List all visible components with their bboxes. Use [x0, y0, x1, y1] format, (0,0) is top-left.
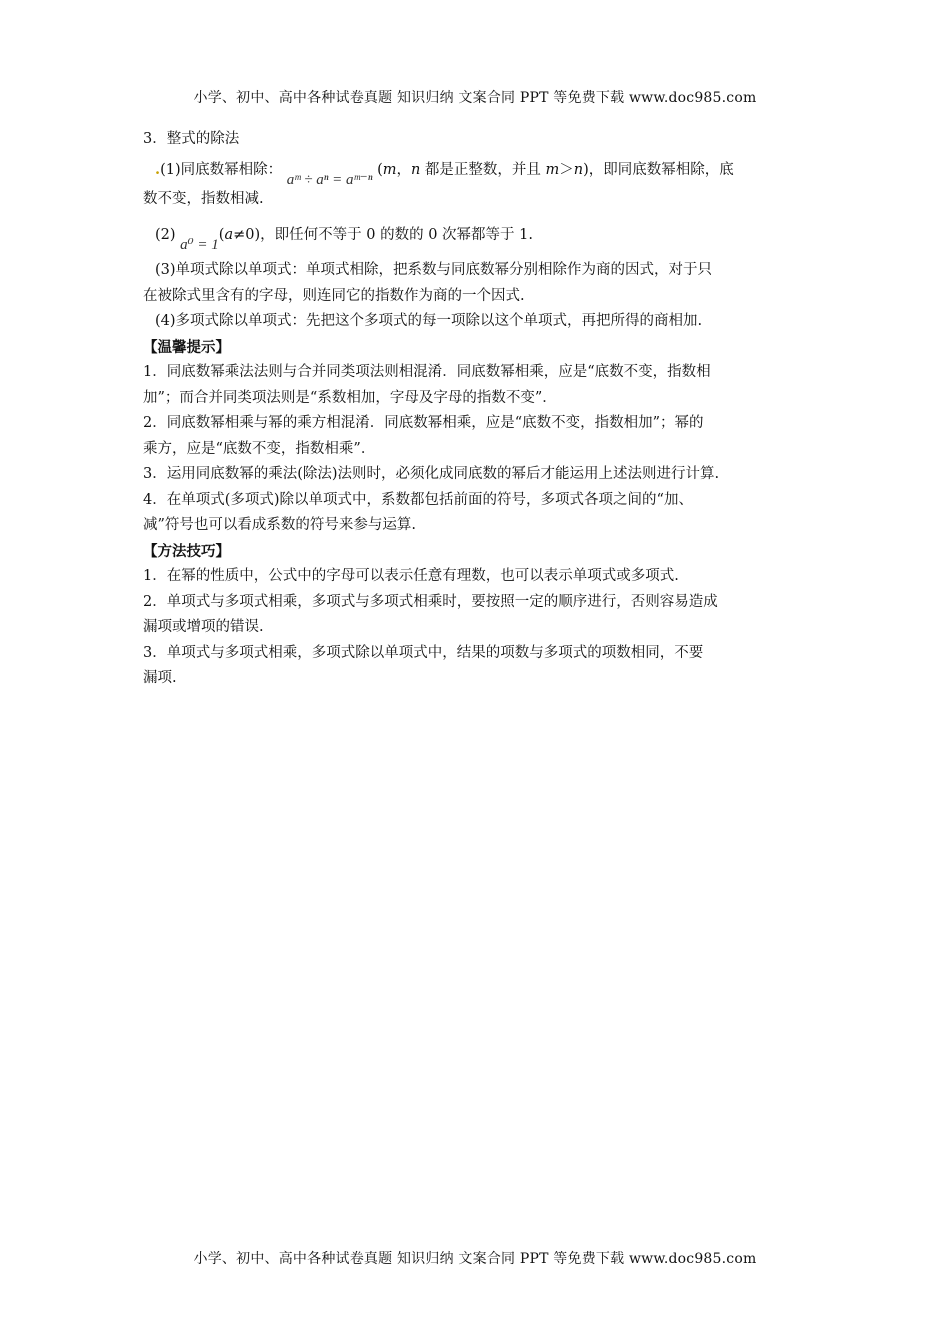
- tips-line: 减”符号也可以看成系数的符号来参与运算.: [143, 517, 417, 533]
- page-footer: 小学、初中、高中各种试卷真题 知识归纳 文案合同 PPT 等免费下载 www.doc985.com: [193, 1251, 757, 1267]
- cond-open-2: (: [218, 227, 225, 243]
- rule-item-2-rest: ≠0)，即任何不等于 0 的数的 0 次幂都等于 1.: [233, 227, 533, 243]
- tips-line: 乘方，应是“底数不变，指数相乘”．: [143, 440, 376, 457]
- methods-line: 漏项.: [143, 670, 177, 686]
- cond-gt: ＞: [559, 161, 574, 178]
- var-n: n: [410, 161, 421, 178]
- var-m-2: m: [545, 161, 560, 178]
- rule-item-2-prefix: (2): [155, 227, 181, 243]
- rule-item-2: [143, 218, 811, 252]
- methods-line: 1．在幂的性质中，公式中的字母可以表示任意有理数，也可以表示单项式或多项式.: [143, 568, 679, 584]
- methods-line: 漏项或增项的错误.: [143, 619, 264, 635]
- cond-open: (: [377, 161, 383, 178]
- methods-line: 2．单项式与多项式相乘，多项式与多项式相乘时，要按照一定的顺序进行，否则容易造成: [143, 593, 718, 610]
- tips-line: 2．同底数幂相乘与幂的乘方相混淆．同底数幂相乘，应是“底数不变，指数相加”；幂的: [143, 415, 704, 431]
- cond-text-1: 都是正整数，并且: [420, 161, 546, 178]
- section-title: 3．整式的除法: [143, 131, 240, 147]
- var-m: m: [382, 161, 397, 178]
- var-a: a: [224, 227, 234, 243]
- page-header: 小学、初中、高中各种试卷真题 知识归纳 文案合同 PPT 等免费下载 www.doc985.com: [193, 90, 757, 106]
- document-body: [143, 127, 811, 692]
- methods-line: 3．单项式与多项式相乘，多项式除以单项式中，结果的项数与多项式的项数相同，不要: [143, 644, 704, 661]
- formula-zero-power: a⁰ = 1: [180, 237, 219, 252]
- rule-item-1: [143, 153, 811, 187]
- tips-line: 4．在单项式(多项式)除以单项式中，系数都包括前面的符号，多项式各项之间的“加、: [143, 491, 693, 508]
- methods-heading: 【方法技巧】: [143, 542, 230, 560]
- tips-line: 1．同底数幂乘法法则与合并同类项法则相混淆．同底数幂相乘，应是“底数不变，指数相: [143, 364, 711, 380]
- var-n-2: n: [573, 161, 584, 178]
- rule-item-3-line-2: 在被除式里含有的字母，则连同它的指数作为商的一个因式.: [143, 287, 525, 304]
- tips-line: 3．运用同底数幂的乘法(除法)法则时，必须化成同底数的幂后才能运用上述法则进行计算.: [143, 466, 720, 482]
- rule-item-1-prefix: (1)同底数幂相除：: [160, 161, 283, 178]
- cond-sep: ，: [396, 161, 411, 178]
- tips-line: 加”；而合并同类项法则是“系数相加，字母及字母的指数不变”．: [143, 389, 557, 406]
- bullet-marker: .: [155, 160, 161, 178]
- cond-text-2: )，即同底数幂相除，底: [583, 161, 734, 178]
- formula-power-division: aᵐ ÷ aⁿ = aᵐ⁻ⁿ: [286, 171, 373, 187]
- rule-item-1-continued: 数不变，指数相减.: [143, 190, 264, 207]
- tips-heading: 【温馨提示】: [143, 338, 230, 356]
- rule-item-3-line-1: (3)单项式除以单项式：单项式相除，把系数与同底数幂分别相除作为商的因式，对于只: [155, 262, 713, 278]
- rule-item-4: (4)多项式除以单项式：先把这个多项式的每一项除以这个单项式，再把所得的商相加.: [155, 313, 703, 329]
